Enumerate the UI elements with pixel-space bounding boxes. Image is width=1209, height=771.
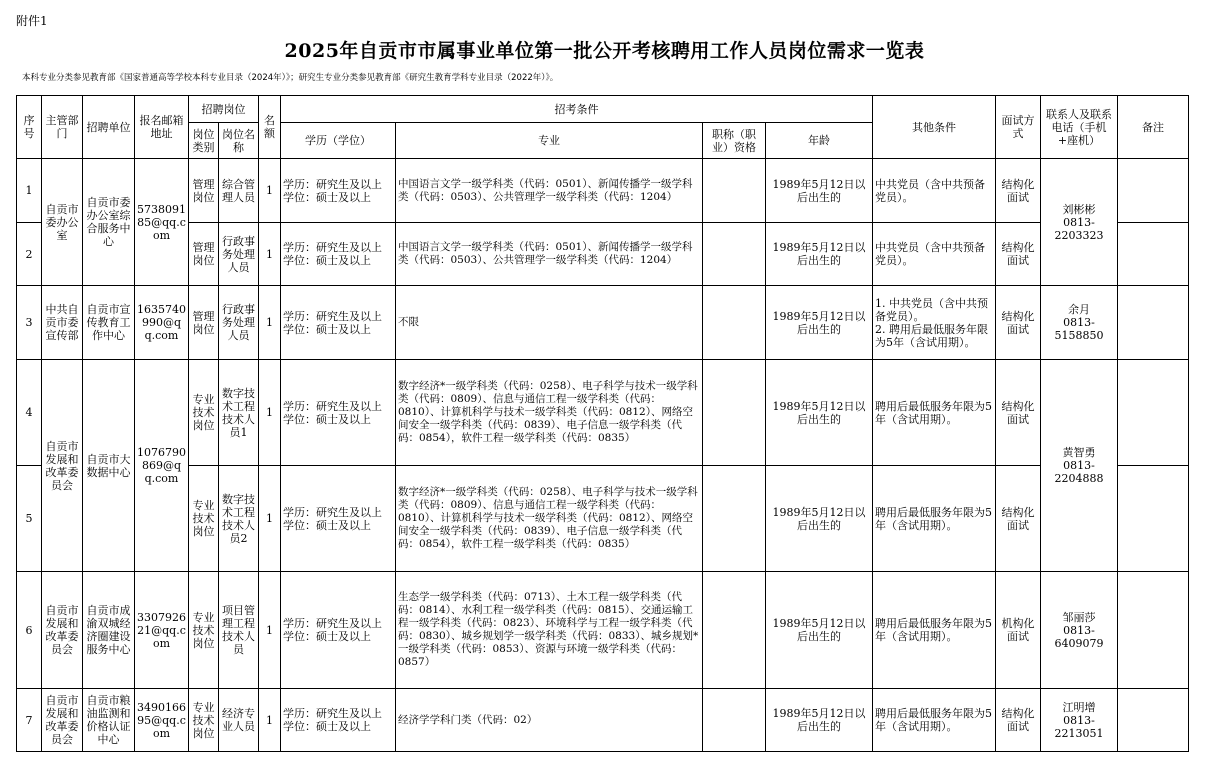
row-3-seq: 3 <box>17 286 42 360</box>
row-4-category: 专业技术岗位 <box>189 360 219 466</box>
row-3-remark <box>1118 286 1189 360</box>
group-5-email: 349016695@qq.com <box>135 689 189 752</box>
row-4-title-req <box>703 360 766 466</box>
row-2-major: 中国语言文学一级学科类（代码：0501）、新闻传播学一级学科类（代码：0503）、公共管理学一级学科类（代码：1204） <box>396 223 703 286</box>
row-6-other: 聘用后最低服务年限为5年（含试用期）。 <box>873 572 996 689</box>
contact-name: 刘彬彬 <box>1062 202 1096 216</box>
attachment-label: 附件1 <box>16 14 48 28</box>
row-2-category: 管理岗位 <box>189 223 219 286</box>
row-4-method: 结构化面试 <box>996 360 1041 466</box>
group-2-unit: 自贡市宣传教育工作中心 <box>83 286 135 360</box>
header-remark: 备注 <box>1118 96 1189 159</box>
row-5-category: 专业技术岗位 <box>189 466 219 572</box>
row-3-method: 结构化面试 <box>996 286 1041 360</box>
group-4-dept: 自贡市发展和改革委员会 <box>42 572 83 689</box>
row-6-remark <box>1118 572 1189 689</box>
row-3-major: 不限 <box>396 286 703 360</box>
row-3-edu: 学历：研究生及以上 学位：硕士及以上 <box>281 286 396 360</box>
row-3-quota: 1 <box>259 286 281 360</box>
row-3-category: 管理岗位 <box>189 286 219 360</box>
row-7-major: 经济学学科门类（代码：02） <box>396 689 703 752</box>
row-4-edu: 学历：研究生及以上 学位：硕士及以上 <box>281 360 396 466</box>
row-5-age: 1989年5月12日以后出生的 <box>766 466 873 572</box>
row-4-quota: 1 <box>259 360 281 466</box>
row-6-major: 生态学一级学科类（代码：0713）、土木工程一级学科类（代码：0814）、水利工程一级学科类（代码：0815）、交通运输工程一级学科类（代码：0823）、环境科学与工程一级学科类（代码：0830）、城乡规划学一级学科类（代码：0833）、城乡规划*一级学科类（代码：0853）、资源与环境一级学科类（代码：0857） <box>396 572 703 689</box>
row-5-edu: 学历：研究生及以上 学位：硕士及以上 <box>281 466 396 572</box>
group-1-contact <box>1041 159 1118 286</box>
row-1-edu: 学历：研究生及以上 学位：硕士及以上 <box>281 159 396 223</box>
header-email: 报名邮箱地址 <box>135 96 189 159</box>
row-5-remark <box>1118 466 1189 572</box>
contact-phone: 0813-6409079 <box>1054 623 1104 650</box>
group-3-contact <box>1041 360 1118 572</box>
group-4-unit: 自贡市成渝双城经济圈建设服务中心 <box>83 572 135 689</box>
contact-phone: 0813-2204888 <box>1054 459 1104 485</box>
row-6-seq: 6 <box>17 572 42 689</box>
header-age: 年龄 <box>766 123 873 159</box>
row-2-age: 1989年5月12日以后出生的 <box>766 223 873 286</box>
row-4-other: 聘用后最低服务年限为5年（含试用期）。 <box>873 360 996 466</box>
row-1-title-req <box>703 159 766 223</box>
row-1-other: 中共党员（含中共预备党员）。 <box>873 159 996 223</box>
group-3-unit: 自贡市大数据中心 <box>83 360 135 572</box>
header-contact: 联系人及联系电话（手机+座机） <box>1041 96 1118 159</box>
group-5-unit: 自贡市粮油监测和价格认证中心 <box>83 689 135 752</box>
contact-name: 余月 <box>1068 303 1090 316</box>
header-method: 面试方式 <box>996 96 1041 159</box>
job-requirements-table <box>16 95 1189 752</box>
row-7-name: 经济专业人员 <box>219 689 259 752</box>
group-3-dept: 自贡市发展和改革委员会 <box>42 360 83 572</box>
header-unit: 招聘单位 <box>83 96 135 159</box>
row-6-name: 项目管理工程技术人员 <box>219 572 259 689</box>
row-6-edu: 学历：研究生及以上 学位：硕士及以上 <box>281 572 396 689</box>
row-7-title-req <box>703 689 766 752</box>
row-5-major: 数字经济*一级学科类（代码：0258）、电子科学与技术一级学科类（代码：0809）、信息与通信工程一级学科类（代码：0810）、计算机科学与技术一级学科类（代码：0812）、网络空间安全一级学科类（代码：0839）、电子信息一级学科类（代码：0854），软件工程一级学科类（代码：0835） <box>396 466 703 572</box>
row-2-remark <box>1118 223 1189 286</box>
group-2-dept: 中共自贡市委宣传部 <box>42 286 83 360</box>
row-2-title-req <box>703 223 766 286</box>
row-5-name: 数字技术工程技术人员2 <box>219 466 259 572</box>
contact-phone: 0813-5158850 <box>1054 316 1104 342</box>
row-5-quota: 1 <box>259 466 281 572</box>
row-4-age: 1989年5月12日以后出生的 <box>766 360 873 466</box>
header-dept: 主管部门 <box>42 96 83 159</box>
row-1-seq: 1 <box>17 159 42 223</box>
group-2-email: 1635740990@qq.com <box>135 286 189 360</box>
header-title-req: 职称（职业）资格 <box>703 123 766 159</box>
row-1-name: 综合管理人员 <box>219 159 259 223</box>
row-2-method: 结构化面试 <box>996 223 1041 286</box>
group-3-email: 1076790869@qq.com <box>135 360 189 572</box>
row-3-title-req <box>703 286 766 360</box>
row-7-other: 聘用后最低服务年限为5年（含试用期）。 <box>873 689 996 752</box>
row-4-remark <box>1118 360 1189 466</box>
contact-name: 黄智勇 <box>1062 446 1096 459</box>
row-4-name: 数字技术工程技术人员1 <box>219 360 259 466</box>
row-7-seq: 7 <box>17 689 42 752</box>
header-other: 其他条件 <box>873 96 996 159</box>
row-6-title-req <box>703 572 766 689</box>
contact-name: 邹丽莎 <box>1062 610 1096 624</box>
row-5-title-req <box>703 466 766 572</box>
row-2-name: 行政事务处理人员 <box>219 223 259 286</box>
group-1-email: 573809185@qq.com <box>135 159 189 286</box>
header-major: 专业 <box>396 123 703 159</box>
header-seq: 序号 <box>17 96 42 159</box>
row-1-method: 结构化面试 <box>996 159 1041 223</box>
header-quota: 名额 <box>259 96 281 159</box>
row-2-other: 中共党员（含中共预备党员）。 <box>873 223 996 286</box>
contact-name: 江明增 <box>1062 700 1096 714</box>
header-post-name: 岗位名称 <box>219 123 259 159</box>
group-5-dept: 自贡市发展和改革委员会 <box>42 689 83 752</box>
row-4-seq: 4 <box>17 360 42 466</box>
header-post-category: 岗位类别 <box>189 123 219 159</box>
header-cond-group: 招考条件 <box>281 96 873 123</box>
row-1-age: 1989年5月12日以后出生的 <box>766 159 873 223</box>
row-7-edu: 学历：研究生及以上 学位：硕士及以上 <box>281 689 396 752</box>
row-7-category: 专业技术岗位 <box>189 689 219 752</box>
row-7-method: 结构化面试 <box>996 689 1041 752</box>
row-6-age: 1989年5月12日以后出生的 <box>766 572 873 689</box>
row-2-seq: 2 <box>17 223 42 286</box>
row-7-quota: 1 <box>259 689 281 752</box>
row-5-other: 聘用后最低服务年限为5年（含试用期）。 <box>873 466 996 572</box>
row-6-method: 机构化面试 <box>996 572 1041 689</box>
row-1-remark <box>1118 159 1189 223</box>
document-title: 2025年自贡市市属事业单位第一批公开考核聘用工作人员岗位需求一览表 <box>284 40 925 62</box>
row-1-major: 中国语言文学一级学科类（代码：0501）、新闻传播学一级学科类（代码：0503）、公共管理学一级学科类（代码：1204） <box>396 159 703 223</box>
row-6-quota: 1 <box>259 572 281 689</box>
group-5-contact <box>1041 689 1118 752</box>
row-5-seq: 5 <box>17 466 42 572</box>
row-6-category: 专业技术岗位 <box>189 572 219 689</box>
row-1-category: 管理岗位 <box>189 159 219 223</box>
row-3-age: 1989年5月12日以后出生的 <box>766 286 873 360</box>
group-4-email: 330792621@qq.com <box>135 572 189 689</box>
row-7-age: 1989年5月12日以后出生的 <box>766 689 873 752</box>
row-5-method: 结构化面试 <box>996 466 1041 572</box>
group-4-contact <box>1041 572 1118 689</box>
group-1-unit: 自贡市委办公室综合服务中心 <box>83 159 135 286</box>
row-4-major: 数字经济*一级学科类（代码：0258）、电子科学与技术一级学科类（代码：0809）、信息与通信工程一级学科类（代码：0810）、计算机科学与技术一级学科类（代码：0812）、网络空间安全一级学科类（代码：0839）、电子信息一级学科类（代码：0854），软件工程一级学科类（代码：0835） <box>396 360 703 466</box>
row-3-name: 行政事务处理人员 <box>219 286 259 360</box>
row-3-other: 1. 中共党员（含中共预备党员）。 2. 聘用后最低服务年限为5年（含试用期）。 <box>873 286 996 360</box>
row-1-quota: 1 <box>259 159 281 223</box>
header-edu: 学历（学位） <box>281 123 396 159</box>
header-post-group: 招聘岗位 <box>189 96 259 123</box>
contact-phone: 0813-2203323 <box>1054 215 1104 242</box>
row-2-edu: 学历：研究生及以上 学位：硕士及以上 <box>281 223 396 286</box>
document-note: 本科专业分类参见教育部《国家普通高等学校本科专业目录（2024年）》；研究生专业分类参见教育部《研究生教育学科专业目录（2022年）》。 <box>22 73 559 83</box>
group-2-contact <box>1041 286 1118 360</box>
row-2-quota: 1 <box>259 223 281 286</box>
row-7-remark <box>1118 689 1189 752</box>
contact-phone: 0813-2213051 <box>1054 713 1104 740</box>
group-1-dept: 自贡市委办公室 <box>42 159 83 286</box>
